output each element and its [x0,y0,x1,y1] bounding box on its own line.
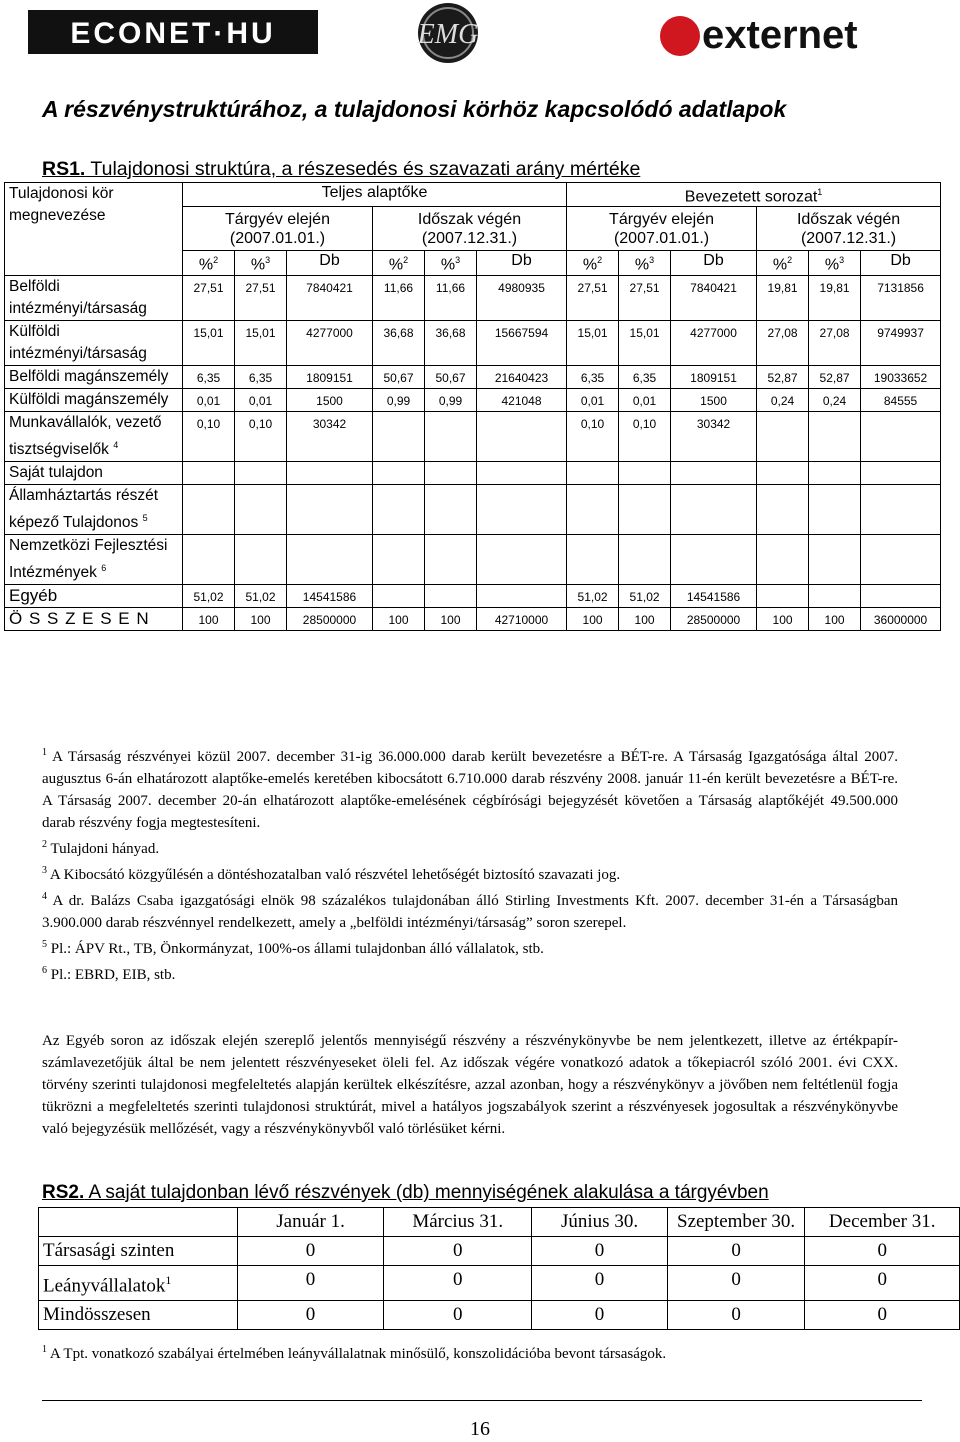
table-cell: 1809151 [671,365,757,388]
row-label-text: Belföldi magánszemély [9,367,169,385]
table-cell [619,534,671,584]
unit-vote-header [619,251,671,275]
table-cell [425,585,477,608]
table-cell [373,461,425,484]
table-row [39,1266,960,1301]
table-cell: 27,08 [809,320,861,365]
table-cell: 6,35 [183,365,235,388]
table-cell: 0,01 [619,388,671,411]
table-cell: 0,01 [183,388,235,411]
table-cell: 14541586 [671,585,757,608]
page-number: 16 [470,1418,490,1440]
table-cell [861,461,941,484]
table-cell: 0 [532,1266,668,1301]
table-cell: 100 [235,608,287,631]
table-cell: 0 [384,1266,532,1301]
table-cell: 0,01 [567,388,619,411]
table-cell: 100 [809,608,861,631]
emg-logo [398,2,498,64]
header-logos [0,0,960,80]
table-cell: 19033652 [861,365,941,388]
row-label-text: Egyéb [9,586,58,606]
table-cell [183,461,235,484]
row-label-text: Belföldi intézményi/társaság [9,277,147,317]
table-row [5,534,941,584]
group-listed-series-label: Bevezetett sorozat [684,188,818,206]
table-row [39,1301,960,1330]
owner-column-header: Tulajdonosi kör megnevezése [5,183,183,276]
table-cell [477,411,567,461]
table-cell [235,534,287,584]
table-cell: 0,10 [567,411,619,461]
table-cell [861,585,941,608]
table-cell [757,461,809,484]
table-cell: 0 [667,1301,805,1330]
column-header: Június 30. [532,1208,668,1237]
rs2-code: RS2. [42,1182,85,1203]
column-header: Szeptember 30. [667,1208,805,1237]
corner-cell [39,1208,238,1237]
table-cell [809,534,861,584]
page-footer-rule [42,1400,922,1401]
row-footnote-marker: 5 [142,512,148,523]
externet-logo-text: externet [702,13,858,57]
row-label [5,320,183,365]
table-cell [287,461,373,484]
table-cell: 0 [238,1301,384,1330]
table-cell: 7840421 [671,275,757,320]
table-cell: 421048 [477,388,567,411]
footnote-6 [42,960,898,986]
table-cell [757,585,809,608]
footnote-5 [42,934,898,960]
table-cell [477,461,567,484]
table-row [5,608,941,631]
table-cell: 27,51 [619,275,671,320]
table-row [5,275,941,320]
table-cell: 19,81 [757,275,809,320]
unit-db-header: Db [287,251,373,275]
econet-logo [28,10,318,54]
table-cell: 15,01 [567,320,619,365]
table-cell [809,461,861,484]
table-cell [671,534,757,584]
unit-percent-label: % [772,256,788,274]
table-cell: 52,87 [809,365,861,388]
table-cell: 28500000 [671,608,757,631]
period-start-header-listed: Tárgyév elején (2007.01.01.) [567,207,757,251]
treasury-shares-table [38,1207,960,1330]
table-cell: 27,51 [235,275,287,320]
table-cell [287,484,373,534]
table-cell: 11,66 [425,275,477,320]
table-cell: 0,24 [809,388,861,411]
row-footnote-marker: 1 [165,1273,172,1287]
table-cell [619,461,671,484]
unit-vote-header [809,251,861,275]
unit-percent-label: % [250,256,266,274]
table-cell: 100 [757,608,809,631]
column-header: Március 31. [384,1208,532,1237]
unit-percent-label: % [440,256,456,274]
table-cell [425,411,477,461]
table-cell: 100 [425,608,477,631]
table-cell: 0 [238,1266,384,1301]
table-cell [425,461,477,484]
row-label [5,275,183,320]
unit-share-header [567,251,619,275]
row-label-text: Leányvállalatok [43,1275,166,1297]
footnote-6-text: Pl.: EBRD, EIB, stb. [47,967,176,983]
table-cell: 100 [373,608,425,631]
table-cell: 4980935 [477,275,567,320]
table-cell: 30342 [287,411,373,461]
table-cell: 0 [532,1237,668,1266]
table-cell [373,534,425,584]
table-cell: 0 [384,1237,532,1266]
table-row [5,388,941,411]
table-cell: 51,02 [619,585,671,608]
row-label [39,1237,238,1266]
unit-db-header: Db [671,251,757,275]
table-cell [809,585,861,608]
table-cell: 0 [238,1237,384,1266]
table-cell: 42710000 [477,608,567,631]
row-label-text: Nemzetközi Fejlesztési Intézmények [9,536,168,582]
row-label [5,534,183,584]
unit-footnote-marker: 3 [455,255,461,266]
rs1-code: RS1. [42,158,86,180]
row-label [5,365,183,388]
table-cell [567,461,619,484]
table-cell [373,585,425,608]
table-cell: 100 [183,608,235,631]
table-cell [567,534,619,584]
unit-share-header [373,251,425,275]
table-cell: 7131856 [861,275,941,320]
table-cell: 0,24 [757,388,809,411]
unit-footnote-marker: 2 [213,255,219,266]
period-end-header-listed: Időszak végén (2007.12.31.) [757,207,941,251]
table-cell: 0 [805,1237,960,1266]
unit-footnote-marker: 3 [649,255,655,266]
table-row [5,320,941,365]
table-cell: 51,02 [235,585,287,608]
unit-footnote-marker: 2 [597,255,603,266]
treasury-table-body [39,1237,960,1330]
row-footnote-marker: 4 [113,439,119,450]
table-cell [425,534,477,584]
table-cell: 1809151 [287,365,373,388]
unit-footnote-marker: 3 [839,255,845,266]
table-cell [757,411,809,461]
row-label [5,608,183,631]
unit-footnote-marker: 2 [403,255,409,266]
table-cell: 1500 [287,388,373,411]
row-label-text: Társasági szinten [43,1240,175,1261]
unit-footnote-marker: 3 [265,255,271,266]
footnote-2-marker: 2 [42,839,47,850]
table-cell: 0,01 [235,388,287,411]
rs2-footnote-marker: 1 [42,1344,47,1355]
table-cell: 52,87 [757,365,809,388]
column-header: Január 1. [238,1208,384,1237]
row-label-text: Ö S S Z E S E N [9,609,150,629]
table-cell: 6,35 [567,365,619,388]
table-cell: 0 [384,1301,532,1330]
table-cell: 7840421 [287,275,373,320]
table-cell: 50,67 [373,365,425,388]
table-cell: 4277000 [671,320,757,365]
unit-percent-label: % [198,256,214,274]
table-cell: 19,81 [809,275,861,320]
table-cell [861,484,941,534]
table-cell: 27,51 [183,275,235,320]
unit-db-header: Db [477,251,567,275]
rs2-title-text: A saját tulajdonban lévő részvények (db) mennyiségének alakulása a tárgyévben [84,1182,769,1203]
rs2-heading [42,1182,769,1204]
econet-logo-text: ECONET·HU [70,17,276,50]
table-cell: 11,66 [373,275,425,320]
footnote-1 [42,742,898,834]
table-cell: 6,35 [619,365,671,388]
rs2-footnote-text: A Tpt. vonatkozó szabályai értelmében leányvállalatnak minősülő, konszolidációba bevont társaságok. [47,1346,667,1362]
table-cell: 15,01 [619,320,671,365]
period-start-header: Tárgyév elején (2007.01.01.) [183,207,373,251]
rs1-footnotes [42,742,898,986]
row-label [5,585,183,608]
table-cell: 1500 [671,388,757,411]
footnote-1-text: A Társaság részvényei közül 2007. december 31-ig 36.000.000 darab került bevezetésre a BÉT-re. A Társaság Igazgatósága által 2007. augusztus 6-án elhatározott alaptőke-emelés keretében kibocsátott 6.710.000 darab részvény 2008. január 11-én került bevezetésre a BÉT-re. A Társaság 2007. december 20-án elhatározott alaptőke-emelésének cégbírósági bejegyzését követően a Társaság alaptőkéjét 49.500.000 darab részvény fogja megtestesíteni. [42,749,898,831]
unit-db-header: Db [861,251,941,275]
column-header: December 31. [805,1208,960,1237]
table-cell: 36000000 [861,608,941,631]
rs1-heading [42,158,640,181]
table-cell: 0,10 [619,411,671,461]
row-label-text: Külföldi intézményi/társaság [9,322,147,362]
table-cell: 15,01 [235,320,287,365]
table-cell: 51,02 [183,585,235,608]
table-cell [861,411,941,461]
row-label-text: Mindösszesen [43,1304,151,1326]
table-cell: 0 [805,1266,960,1301]
footnote-3-text: A Kibocsátó közgyűlésén a döntéshozatalban való részvétel lehetőségét biztosító szavazati jog. [47,867,621,883]
table-cell: 27,51 [567,275,619,320]
table-cell [671,461,757,484]
table-cell: 15,01 [183,320,235,365]
footnote-4 [42,886,898,934]
table-cell [619,484,671,534]
table-cell: 100 [619,608,671,631]
footnote-4-marker: 4 [42,891,47,902]
unit-footnote-marker: 2 [787,255,793,266]
table-cell: 0,99 [425,388,477,411]
table-cell: 0 [805,1301,960,1330]
table-cell [287,534,373,584]
unit-share-header [757,251,809,275]
table-cell: 27,08 [757,320,809,365]
footnote-2-text: Tulajdoni hányad. [47,841,160,857]
footnote-3-marker: 3 [42,865,47,876]
table-cell: 28500000 [287,608,373,631]
table-cell: 100 [567,608,619,631]
table-row [5,585,941,608]
table-cell: 6,35 [235,365,287,388]
table-cell [477,585,567,608]
row-label-text: Munkavállalók, vezető tisztségviselők [9,413,162,458]
footnote-3 [42,860,898,886]
footnote-4-text: A dr. Balázs Csaba igazgatósági elnök 98 százalékos tulajdonában álló Stirling Investments Kft. 2007. december 31-én a Társaságban 3.900.000 darab részvénnyel rendelkezett, amely a „belföldi intézményi/társaság” soron szerepel. [42,893,898,931]
table-row [5,365,941,388]
row-label [5,411,183,461]
table-cell [373,411,425,461]
table-cell: 50,67 [425,365,477,388]
ownership-table-body [5,275,941,630]
table-cell [757,484,809,534]
treasury-header-row [39,1208,960,1237]
unit-share-header [183,251,235,275]
externet-logo [658,4,868,60]
row-label [39,1266,238,1301]
row-label [5,461,183,484]
rs1-title-text: Tulajdonosi struktúra, a részesedés és szavazati arány mértéke [85,158,641,180]
row-label-text: Külföldi magánszemély [9,390,169,408]
table-cell: 0,99 [373,388,425,411]
table-cell [809,411,861,461]
table-row [39,1237,960,1266]
table-cell: 0 [667,1266,805,1301]
unit-percent-label: % [582,256,598,274]
unit-percent-label: % [388,256,404,274]
table-cell: 0,10 [183,411,235,461]
footnote-6-marker: 6 [42,965,47,976]
page-title: A részvénystruktúrához, a tulajdonosi körhöz kapcsolódó adatlapok [42,96,787,122]
footnote-5-marker: 5 [42,939,47,950]
unit-percent-label: % [824,256,840,274]
table-cell [183,484,235,534]
group-total-capital: Teljes alaptőke [183,183,567,207]
table-cell [567,484,619,534]
unit-vote-header [235,251,287,275]
table-row [5,461,941,484]
table-cell: 21640423 [477,365,567,388]
row-label [5,484,183,534]
table-cell: 9749937 [861,320,941,365]
period-end-header: Időszak végén (2007.12.31.) [373,207,567,251]
table-row [5,411,941,461]
explanatory-paragraph: Az Egyéb soron az időszak elején szereplő jelentős mennyiségű részvény a részvénykönyvbe be nem jelentkezett, illetve az értékpapír-számlavezetőjük által be nem jelentett részvényeseket öleli fel. Az időszak végére vonatkozó adatok a tőkepiacról szóló 2001. évi CXX. törvény szerinti tulajdonosi megfeleltetés alapján kerültek elkészítésre, azzal azonban, hogy a részvénykönyv a jövőben nem feltétlenül fogja tükrözni a megfeleltetés szerinti tulajdonosi struktúrát, mivel a hatályos jogszabályok szerint a részvényesek jogosultak a részvénykönyvbe való bejegyzésük mellőzését, vagy a részvénykönyvből való törlésüket kérni. [42,1033,898,1137]
table-cell: 36,68 [373,320,425,365]
unit-vote-header [425,251,477,275]
table-cell: 15667594 [477,320,567,365]
table-cell [861,534,941,584]
footnote-2 [42,834,898,860]
group-listed-series-sup: 1 [817,187,823,197]
table-cell [183,534,235,584]
table-cell [235,484,287,534]
footnote-5-text: Pl.: ÁPV Rt., TB, Önkormányzat, 100%-os állami tulajdonban álló vállalatok, stb. [47,941,544,957]
table-cell: 0 [532,1301,668,1330]
row-footnote-marker: 6 [101,562,107,573]
table-cell: 0,10 [235,411,287,461]
table-cell [477,534,567,584]
table-cell: 36,68 [425,320,477,365]
group-listed-series [567,183,941,207]
table-cell: 30342 [671,411,757,461]
table-cell [477,484,567,534]
table-cell: 4277000 [287,320,373,365]
footnote-1-marker: 1 [42,747,47,758]
ownership-structure-table [4,182,941,631]
table-cell: 84555 [861,388,941,411]
table-cell: 14541586 [287,585,373,608]
table-cell [235,461,287,484]
rs2-footnote [42,1344,666,1363]
table-cell [757,534,809,584]
table-cell [809,484,861,534]
emg-logo-text: EMG [417,19,479,50]
table-row [5,484,941,534]
row-label-text: Saját tulajdon [9,463,103,481]
unit-percent-label: % [634,256,650,274]
table-cell [373,484,425,534]
table-cell: 0 [667,1237,805,1266]
table-header-row-1 [5,183,941,207]
table-cell: 51,02 [567,585,619,608]
row-label [39,1301,238,1330]
table-cell [425,484,477,534]
row-label [5,388,183,411]
row-label-text: Államháztartás részét képező Tulajdonos [9,486,159,531]
table-cell [671,484,757,534]
